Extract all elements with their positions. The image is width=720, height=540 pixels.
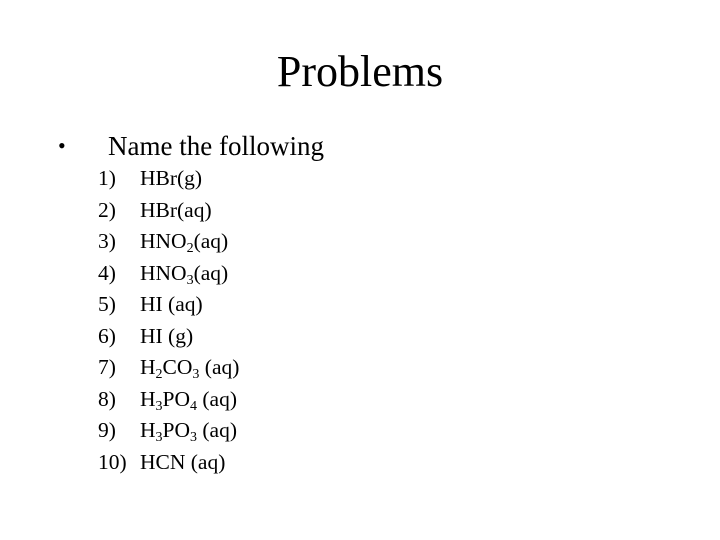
list-item [98,447,239,479]
slide-title: Problems [276,47,444,96]
formula-text: (aq) [197,418,238,442]
list-item [98,352,239,384]
item-number: 9) [98,418,116,442]
item-formula [140,447,225,479]
formula-text: HI (g) [140,323,194,348]
item-number: 10) [98,449,127,474]
formula-text: HCN (aq) [140,449,226,474]
list-item [98,289,239,321]
formula-text: H [140,355,156,379]
item-formula [140,352,239,384]
list-item [98,415,239,447]
list-item [98,226,239,258]
item-formula [140,226,228,258]
item-number: 3) [98,229,116,253]
instruction-text: Name the following [108,131,324,161]
list-item [98,321,239,353]
formula-text: CO [162,355,193,379]
item-number: 4) [98,260,116,285]
formula-text: (aq) [193,229,229,253]
formula-subscript: 3 [192,367,200,382]
formula-text: HBr(g) [140,166,203,190]
formula-subscript: 3 [190,430,198,445]
formula-text: (aq) [199,355,240,379]
formula-subscript: 3 [186,272,194,288]
formula-text: HI (aq) [140,292,203,316]
problem-list [98,163,239,478]
bullet-icon: • [58,133,66,158]
formula-subscript: 2 [186,241,194,256]
item-formula [140,163,202,195]
item-number: 2) [98,197,116,222]
formula-subscript: 2 [155,367,163,382]
item-formula [140,415,237,447]
item-number: 7) [98,355,116,379]
item-formula [140,384,237,416]
formula-text: (aq) [193,260,229,285]
list-item [98,163,239,195]
list-item [98,258,239,290]
formula-text: H [140,386,156,411]
formula-subscript: 3 [155,430,163,445]
item-formula [140,289,203,321]
item-formula [140,321,193,353]
item-formula [140,195,212,227]
formula-text: (aq) [197,386,238,411]
item-formula [140,258,228,290]
formula-text: HNO [140,229,187,253]
list-item [98,384,239,416]
item-number: 1) [98,166,116,190]
formula-text: PO [162,386,191,411]
formula-text: HBr(aq) [140,197,212,222]
formula-text: H [140,418,156,442]
formula-subscript: 4 [190,398,198,414]
item-number: 6) [98,323,116,348]
formula-subscript: 3 [155,398,163,414]
list-item [98,195,239,227]
item-number: 8) [98,386,116,411]
item-number: 5) [98,292,116,316]
formula-text: HNO [140,260,187,285]
formula-text: PO [162,418,191,442]
